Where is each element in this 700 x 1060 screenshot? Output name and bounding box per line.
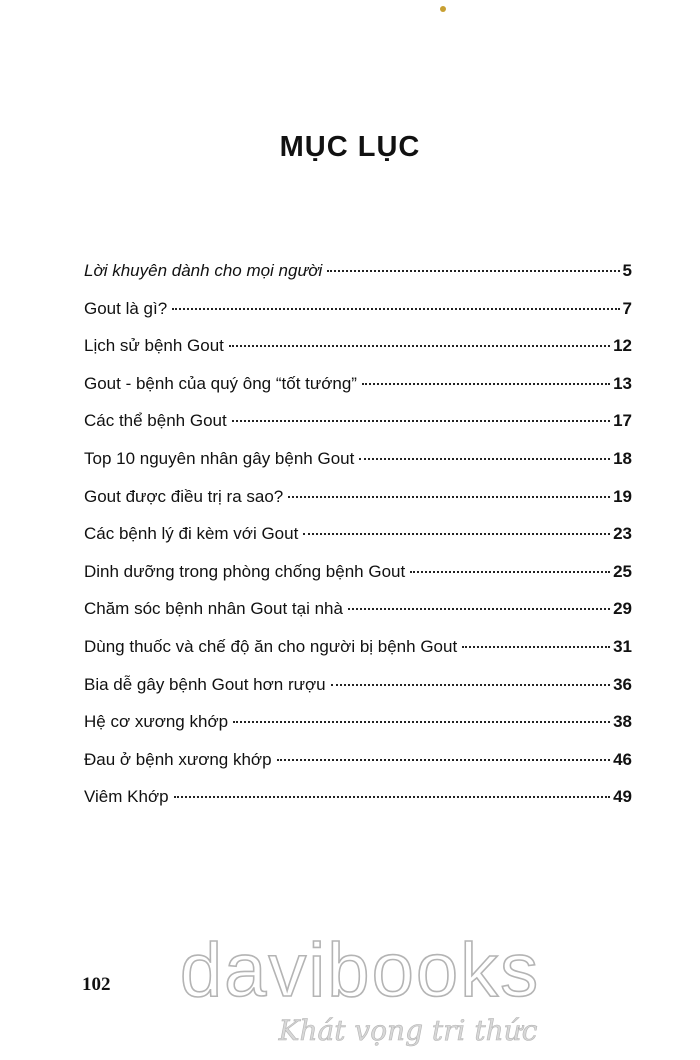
toc-entry-title: Gout được điều trị ra sao? bbox=[84, 486, 284, 506]
toc-entry bbox=[84, 741, 632, 779]
toc-entry bbox=[84, 478, 632, 516]
toc-entry-title: Lời khuyên dành cho mọi người bbox=[84, 261, 323, 280]
toc-entry bbox=[84, 778, 632, 816]
dot-leader bbox=[288, 496, 610, 498]
table-of-contents bbox=[84, 252, 632, 816]
toc-entry bbox=[84, 327, 632, 365]
dot-leader bbox=[172, 308, 619, 310]
toc-entry-page: 36 bbox=[613, 674, 632, 694]
toc-entry-title: Hệ cơ xương khớp bbox=[84, 712, 229, 732]
dot-leader bbox=[232, 420, 610, 422]
dot-leader bbox=[359, 458, 610, 460]
toc-entry bbox=[84, 515, 632, 553]
toc-entry-title: Các bệnh lý đi kèm với Gout bbox=[84, 524, 299, 544]
dot-leader bbox=[233, 721, 610, 723]
page-title: MỤC LỤC bbox=[279, 131, 421, 164]
toc-entry bbox=[84, 553, 632, 591]
toc-entry-page: 7 bbox=[622, 298, 632, 318]
toc-entry bbox=[84, 252, 632, 290]
toc-entry bbox=[84, 666, 632, 704]
page-number: 102 bbox=[82, 974, 111, 995]
toc-entry-page: 13 bbox=[613, 373, 632, 393]
dot-leader bbox=[362, 383, 610, 385]
toc-entry-page: 19 bbox=[613, 486, 632, 506]
toc-entry bbox=[84, 590, 632, 628]
dot-leader bbox=[331, 684, 610, 686]
toc-entry-page: 49 bbox=[613, 787, 632, 807]
dot-leader bbox=[229, 345, 610, 347]
toc-entry-page: 12 bbox=[613, 336, 632, 356]
toc-entry-page: 17 bbox=[613, 411, 632, 431]
toc-entry-page: 29 bbox=[613, 599, 632, 619]
watermark-tagline: Khát vọng tri thức bbox=[278, 1014, 538, 1047]
toc-entry-page: 25 bbox=[613, 561, 632, 581]
toc-entry-page: 5 bbox=[622, 261, 632, 280]
toc-entry bbox=[84, 628, 632, 666]
dot-leader bbox=[174, 796, 611, 798]
dot-leader bbox=[348, 608, 610, 610]
toc-entry bbox=[84, 703, 632, 741]
toc-entry bbox=[84, 402, 632, 440]
watermark-brand: davibooks bbox=[179, 928, 541, 1013]
toc-entry bbox=[84, 440, 632, 478]
toc-entry-title: Dùng thuốc và chế độ ăn cho người bị bệnh Gout bbox=[84, 636, 458, 656]
toc-entry bbox=[84, 290, 632, 328]
dot-leader bbox=[277, 759, 611, 761]
toc-entry-title: Gout là gì? bbox=[84, 298, 168, 318]
toc-entry-title: Chăm sóc bệnh nhân Gout tại nhà bbox=[84, 599, 343, 619]
toc-entry-page: 38 bbox=[613, 712, 632, 732]
dot-leader bbox=[410, 571, 610, 573]
toc-entry-title: Top 10 nguyên nhân gây bệnh Gout bbox=[84, 448, 355, 468]
davibooks-watermark bbox=[150, 920, 570, 1050]
dot-leader bbox=[462, 646, 610, 648]
toc-entry-title: Bia dễ gây bệnh Gout hơn rượu bbox=[84, 674, 326, 694]
toc-entry-title: Viêm Khớp bbox=[84, 787, 169, 807]
toc-entry-title: Lịch sử bệnh Gout bbox=[84, 336, 224, 356]
toc-entry-page: 23 bbox=[613, 524, 632, 544]
toc-entry-page: 46 bbox=[613, 749, 632, 769]
toc-entry-page: 18 bbox=[613, 448, 632, 468]
toc-entry-title: Các thể bệnh Gout bbox=[84, 411, 227, 431]
toc-entry-page: 31 bbox=[613, 636, 632, 656]
toc-entry-title: Đau ở bệnh xương khớp bbox=[84, 749, 272, 769]
dot-leader bbox=[303, 533, 610, 535]
toc-entry bbox=[84, 365, 632, 403]
paper-speck bbox=[440, 6, 446, 12]
toc-entry-title: Dinh dưỡng trong phòng chống bệnh Gout bbox=[84, 561, 406, 581]
toc-entry-title: Gout - bệnh của quý ông “tốt tướng” bbox=[84, 373, 357, 393]
dot-leader bbox=[327, 270, 619, 272]
